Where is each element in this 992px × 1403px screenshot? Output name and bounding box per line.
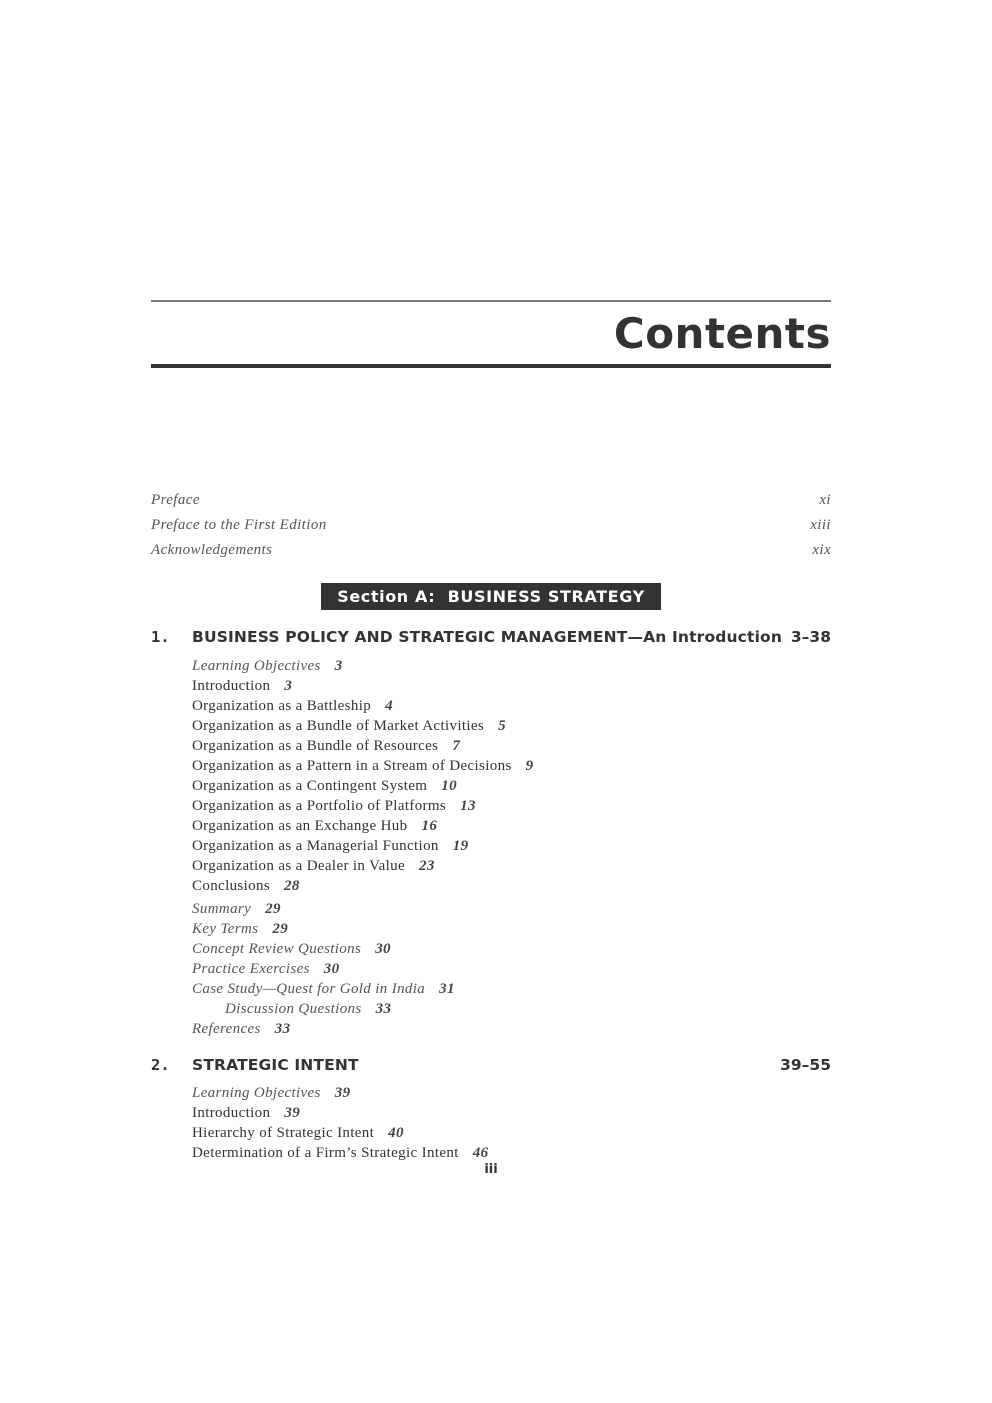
entry-label: References [192,1021,261,1037]
toc-entry [192,656,812,676]
entry-page: 16 [421,818,438,834]
entry-page: 19 [452,838,469,854]
entry-page: 39 [284,1105,301,1121]
toc-entry-preface-first-edition [151,513,831,538]
toc-entry [192,696,812,716]
toc-entry [192,856,812,876]
entry-page: 30 [323,961,340,977]
entry-page: 13 [460,798,476,814]
entry-label: Organization as a Contingent System [192,778,428,794]
top-rule [151,300,831,302]
toc-entry [192,979,812,999]
entry-label: Organization as a Bundle of Market Activities [192,718,485,734]
chapter-entries [192,656,812,1039]
toc-entry [192,756,812,776]
toc-entry [192,939,812,959]
entry-label: Key Terms [192,921,259,937]
entry-page: xiii [810,517,831,533]
entry-label: Organization as a Bundle of Resources [192,738,439,754]
entry-page: 7 [452,738,461,754]
entry-page: 33 [375,1001,392,1017]
toc-entry [192,919,812,939]
toc-subentry [192,999,812,1019]
section-banner: Section A: BUSINESS STRATEGY [321,583,661,610]
title-underline [151,364,831,368]
chapter-number: 1. [151,628,170,646]
entry-label: Introduction [192,1105,271,1121]
entry-page: 28 [284,878,300,894]
toc-entry [192,776,812,796]
entry-page: 46 [472,1145,489,1161]
toc-entry-acknowledgements [151,538,831,563]
page-title: Contents [613,309,831,358]
entry-page: 29 [272,921,289,937]
toc-entry [192,816,812,836]
toc-entry [192,716,812,736]
chapter-heading [151,1054,831,1076]
toc-entry [192,1103,812,1123]
toc-entry [192,1123,812,1143]
entry-page: 31 [439,981,455,997]
entry-page: 30 [375,941,391,957]
chapter-pages: 39–55 [780,1056,831,1074]
toc-entry [192,1143,812,1163]
entry-label: Introduction [192,678,271,694]
chapter-title: BUSINESS POLICY AND STRATEGIC MANAGEMENT—An Introduction [192,628,783,646]
chapter-title: STRATEGIC INTENT [192,1056,359,1074]
chapter-pages: 3–38 [790,628,831,646]
entry-label: Acknowledgements [151,542,273,558]
toc-entry [192,876,812,896]
chapter-entries [192,1083,812,1163]
entry-page: 33 [274,1021,291,1037]
entry-page: xi [819,492,831,508]
toc-entry-preface [151,488,831,513]
entry-label: Organization as a Pattern in a Stream of Decisions [192,758,512,774]
front-matter-list [151,488,831,563]
entry-page: 3 [334,658,343,674]
toc-entry [192,1019,812,1039]
entry-label: Organization as a Portfolio of Platforms [192,798,447,814]
entry-page: 23 [419,858,435,874]
entry-label: Case Study—Quest for Gold in India [192,981,426,997]
entry-page: 10 [441,778,457,794]
entry-label: Practice Exercises [192,961,310,977]
entry-label: Preface [151,492,200,508]
entry-label: Conclusions [192,878,271,894]
entry-label: Organization as an Exchange Hub [192,818,408,834]
chapter-number: 2. [151,1056,170,1074]
entry-page: 5 [498,718,506,734]
entry-label: Discussion Questions [225,1001,362,1017]
entry-label: Learning Objectives [192,658,321,674]
entry-label: Preface to the First Edition [151,517,327,533]
entry-label: Concept Review Questions [192,941,362,957]
toc-entry [192,796,812,816]
entry-page: 4 [385,698,393,714]
toc-entry [192,736,812,756]
toc-entry [192,899,812,919]
entry-label: Organization as a Managerial Function [192,838,439,854]
entry-label: Organization as a Dealer in Value [192,858,406,874]
entry-label: Summary [192,901,252,917]
entry-label: Hierarchy of Strategic Intent [192,1125,375,1141]
entry-label: Determination of a Firm’s Strategic Intent [192,1145,459,1161]
chapter-heading [151,626,831,648]
entry-label: Learning Objectives [192,1085,321,1101]
entry-page: 29 [265,901,281,917]
toc-entry [192,676,812,696]
entry-page: xix [812,542,831,558]
toc-entry [192,836,812,856]
entry-page: 3 [284,678,293,694]
entry-label: Organization as a Battleship [192,698,372,714]
entry-page: 9 [525,758,534,774]
page-number: iii [484,1162,498,1177]
entry-page: 39 [334,1085,351,1101]
toc-entry [192,959,812,979]
toc-entry [192,1083,812,1103]
entry-page: 40 [388,1125,404,1141]
